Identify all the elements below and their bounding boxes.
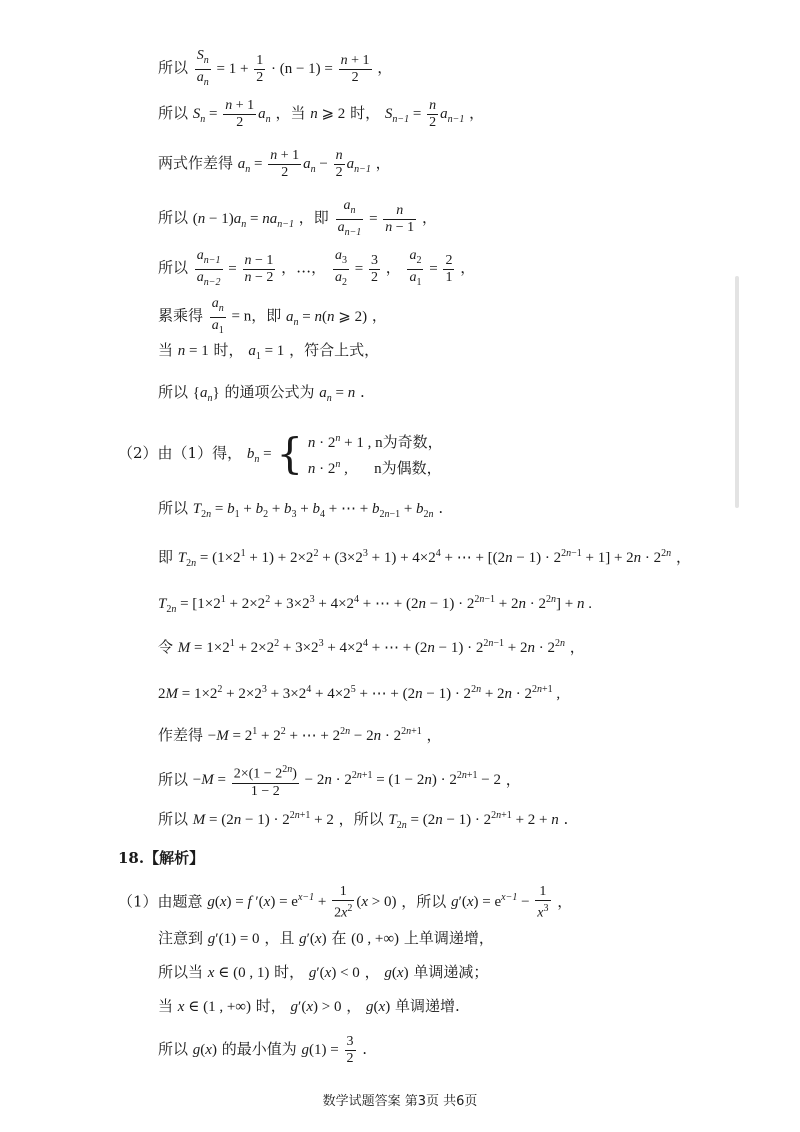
line-23: 所以 g(x) 的最小值为 g(1) = $\frac{3}{2}$ . [158,1034,368,1066]
line-14: $2M = 1\times 2^2 + 2\times 2^3 + 3\times 2^4 + 4\times 2^5$ + ⋯ + $(2n - 1) \cdot 2^{2n} + 2n \cdot 2^{2n+1}$ , [158,684,561,702]
text: 时， [274,963,305,981]
text: ，且 [264,929,295,947]
text: 即 [158,548,174,566]
fraction: $\frac{n}{2}$ [335,148,343,180]
fraction: $\frac{3}{2}$ [346,1034,354,1066]
text: ， [371,306,387,325]
fraction: $\frac{a_2}{a_1}$ [409,248,422,288]
line-1 [158,48,392,91]
line-12: $T_{2n} = [1\times 2^1 + 2\times 2^2 + 3\times 2^3 + 4\times 2^4$ + ⋯ + $(2n - 1) \cdot 2^{2n-1} + 2n \cdot 2^{2n}] + n$ . [158,594,592,615]
line-20: 注意到 g′(1) = 0 ，且 g′(x) 在 (0 , +∞) 上单调递增， [158,929,494,947]
text: （2）由（1）得， [118,444,243,462]
text: ， [385,258,401,277]
fraction: $\frac{2}{1}$ [445,252,453,285]
page-footer: 数学试题答案 第3页 共6页 [322,1094,478,1109]
text: ， [557,892,573,911]
line-2: 所以 $S_n$ = $\frac{n + 1}{2}$ $a_n$ ，当 n ⩾ 2 时， $S_{n-1}$ = $\frac{n}{2}$ $a_{n-1}$ ， [158,98,485,130]
text: ，所以 [401,892,447,911]
text: ，所以 [338,810,384,828]
line-17: 所以 $M = (2n - 1) \cdot 2^{2n+1} + 2$ ，所以 $T_{2n} = (2n - 1) \cdot 2^{2n+1} + 2 + n$ . [158,810,569,831]
text: ， [505,770,521,789]
text: 所以 [158,383,189,401]
text: . [362,1039,368,1058]
text: 当 [158,341,174,359]
text: 所以 [158,103,189,122]
line-21: 所以当 x ∈ (0 , 1) 时， g′(x) < 0 ， g(x) 单调递减； [158,963,489,981]
fraction: $\frac{S_n}{a_n}$ [196,48,209,88]
text: 时， [350,103,381,122]
text: ， [469,103,485,122]
fraction: $\frac{a_n}{a_1}$ [211,296,224,336]
text: · (n − 1) = [270,60,337,77]
line-16: 所以 −M = $\frac{2\times(1 - 2^{2n})}{1 - 2}$ − $2n \cdot 2^{2n+1} = (1 - 2n) \cdot 2^{2n+1} - 2$ ， [158,764,521,799]
text: ， [421,208,437,227]
line-9: （2）由（1）得， $b_n$ = { $n \cdot 2^n + 1$ , n为奇数， $n \cdot 2^n$ , n为偶数， [118,429,443,478]
brace: { [276,429,304,478]
text: ， [460,258,476,277]
text: 所以 [158,499,189,517]
text: = 1 + [216,60,253,77]
text: ， [675,548,691,566]
text: 所以 [158,258,189,277]
fraction: $\frac{n + 1}{2}$ [225,98,255,130]
text: 单调递减； [413,963,489,981]
line-6: 累乘得 $\frac{a_n}{a_1}$ = n，即 $a_n = n(n$ ⩾ 2) ， [158,296,387,339]
scrollbar[interactable] [735,276,739,508]
text: n为偶数， [374,461,442,477]
text: 所以当 [158,963,204,981]
text: . [438,499,444,517]
text: ，…， [281,258,327,277]
text: . [563,810,569,828]
line-7: 当 n = 1 时， $a_1 = 1$ ，符合上式， [158,341,380,362]
text: n为奇数， [375,435,443,451]
text: ， [375,153,391,172]
fraction: $\frac{a_3}{a_2}$ [334,248,347,288]
line-22: 当 x ∈ (1 , +∞) 时， g′(x) > 0 ， g(x) 单调递增. [158,997,460,1015]
text: 所以 [158,1039,189,1058]
line-8: 所以 $\{a_n\}$ 的通项公式为 $a_n = n$ . [158,383,365,404]
line-5: 所以 $\frac{a_{n-1}}{a_{n-2}}$ = $\frac{n - 1}{n - 2}$ ，…， $\frac{a_3}{a_2}$ = $\frac{3}{2}$ ， $\frac{a_2}{a_1}$ = $\frac{2}{1}$ ， [158,248,475,291]
fraction: $\frac{a_{n-1}}{a_{n-2}}$ [196,248,221,288]
fraction: $\frac{n - 1}{n - 2}$ [244,252,274,285]
text: 作差得 [158,726,204,744]
section-heading: 18.【解析】 [118,849,205,867]
text: 的最小值为 [221,1039,297,1058]
line-11: 即 $T_{2n} = (1\times 2^1 + 1) + 2\times 2^2 + (3\times 2^3 + 1) + 4\times 2^4$ + ⋯ + $[(2n - 1) \cdot 2^{2n-1} + 1] + 2n \cdot 2^{2n}$ ， [158,548,691,569]
text: 所以 [158,810,189,828]
text: （1）由题意 [118,892,203,911]
text: 所以 [158,208,189,227]
text: 所以 [158,58,189,77]
text: 单调递增. [395,997,460,1015]
text: ， [364,963,380,981]
text: 的通项公式为 [224,383,315,401]
text: ， [569,638,585,656]
fraction: $\frac{1}{2x^2}$ [334,884,353,921]
fraction: $\frac{2\times(1 - 2^{2n})}{1 - 2}$ [233,764,297,799]
cases: $n \cdot 2^n + 1$ , n为奇数， $n \cdot 2^n$ , n为偶数， [307,433,443,477]
fraction: $\frac{n + 1}{2}$ [270,148,300,180]
text: 时， [255,997,286,1015]
fraction: $\frac{3}{2}$ [370,252,378,285]
text: 时， [213,341,244,359]
fraction: $\frac{n}{n - 1}$ [385,202,415,235]
line-19: （1）由题意 g(x) = f $'(x) = e^{x-1}$ + $\frac{1}{2x^2}$ (x > 0) ，所以 $g'(x) = e^{x-1}$ − $\frac{1}{x^3}$ ， [118,884,573,921]
line-10: 所以 $T_{2n} = b_1 + b_2 + b_3 + b_4$ + ⋯ + $b_{2n-1} + b_{2n}$ . [158,499,444,520]
text: ，符合上式， [289,341,380,359]
line-13: 令 $M = 1\times 2^1 + 2\times 2^2 + 3\times 2^3 + 4\times 2^4$ + ⋯ + $(2n - 1) \cdot 2^{2n-1} + 2n \cdot 2^{2n}$ ， [158,638,585,656]
line-18 [118,848,204,868]
text: 所以 [158,770,189,789]
text: 上单调递增， [403,929,494,947]
text: 令 [158,638,174,656]
line-15: 作差得 $-M = 2^1 + 2^2$ + ⋯ + $2^{2n} - 2n \cdot 2^{2n+1}$ ， [158,726,442,744]
text: ，当 [275,103,311,122]
fraction: $\frac{n}{2}$ [429,98,437,130]
text: 在 [331,929,347,947]
text: ， [377,58,393,77]
fraction: $\frac{a_n}{a_{n-1}}$ [337,198,362,238]
text: . [360,383,365,401]
text: 当 [158,997,174,1015]
text: 累乘得 [158,306,204,325]
fraction: $\frac{n + 1}{2}$ [340,52,370,85]
text: 两式作差得 [158,153,234,172]
line-4: 所以 $(n - 1)a_n = na_{n-1}$ ，即 $\frac{a_n}{a_{n-1}}$ = $\frac{n}{n - 1}$ ， [158,198,437,241]
text: ，即 [298,208,329,227]
fraction: $\frac{1}{x^3}$ [537,884,549,921]
text: ， [346,997,362,1015]
text: 注意到 [158,929,204,947]
text: ， [426,726,442,744]
fraction: $\frac{1}{2}$ [256,52,264,85]
text: = n，即 [231,308,282,325]
line-3: 两式作差得 $a_n$ = $\frac{n + 1}{2}$ $a_n$ − $\frac{n}{2}$ $a_{n-1}$ ， [158,148,391,180]
